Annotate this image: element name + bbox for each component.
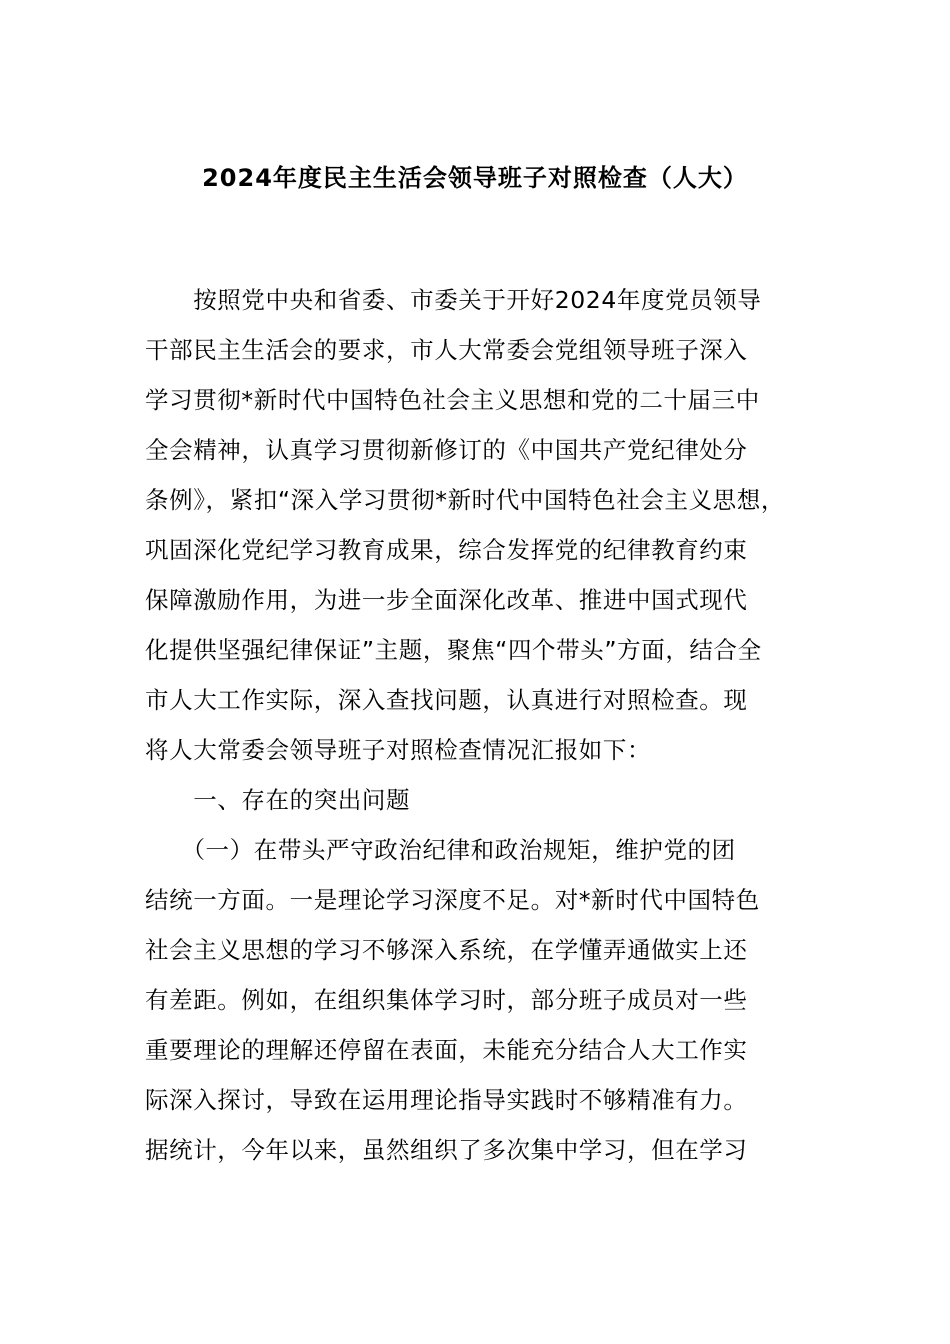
body-line: 际深入探讨，导致在运用理论指导实践时不够精准有力。 <box>145 1086 748 1114</box>
document-title: 2024年度民主生活会领导班子对照检查（人大） <box>202 164 748 192</box>
body-line: 结统一方面。一是理论学习深度不足。对*新时代中国特色 <box>145 886 760 914</box>
section-heading: 一、存在的突出问题 <box>145 786 411 814</box>
body-line: 将人大常委会领导班子对照检查情况汇报如下： <box>145 736 652 764</box>
body-line: 重要理论的理解还停留在表面，未能充分结合人大工作实 <box>145 1036 748 1064</box>
body-line: 干部民主生活会的要求，市人大常委会党组领导班子深入 <box>145 336 748 364</box>
body-line: 社会主义思想的学习不够深入系统，在学懂弄通做实上还 <box>145 936 748 964</box>
body-line: 学习贯彻*新时代中国特色社会主义思想和党的二十届三中 <box>145 386 760 414</box>
body-line: 据统计，今年以来，虽然组织了多次集中学习，但在学习 <box>145 1136 748 1164</box>
body-line: 按照党中央和省委、市委关于开好2024年度党员领导 <box>145 286 762 314</box>
body-line: 保障激励作用，为进一步全面深化改革、推进中国式现代 <box>145 586 748 614</box>
body-line: 化提供坚强纪律保证”主题，聚焦“四个带头”方面，结合全 <box>145 636 762 664</box>
body-line: 有差距。例如，在组织集体学习时，部分班子成员对一些 <box>145 986 748 1014</box>
body-line: 条例》，紧扣“深入学习贯彻*新时代中国特色社会主义思想， <box>145 486 785 514</box>
body-line: 市人大工作实际，深入查找问题，认真进行对照检查。现 <box>145 686 748 714</box>
body-line: （一）在带头严守政治纪律和政治规矩，维护党的团 <box>145 836 736 864</box>
body-line: 全会精神，认真学习贯彻新修订的《中国共产党纪律处分 <box>145 436 748 464</box>
body-line: 巩固深化党纪学习教育成果，综合发挥党的纪律教育约束 <box>145 536 748 564</box>
